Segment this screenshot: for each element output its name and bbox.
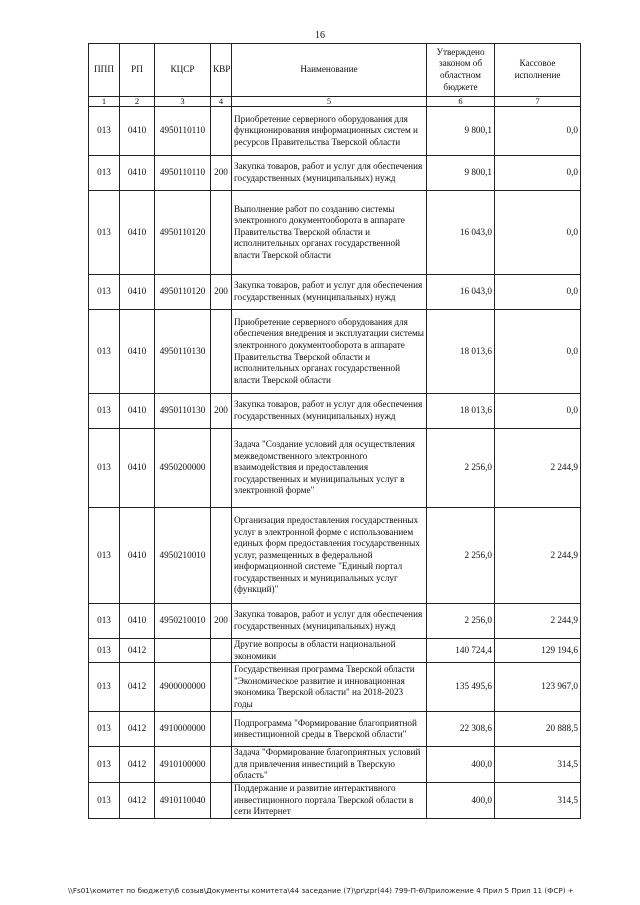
cell-kcsr: 4950110120 — [155, 191, 211, 275]
header-row — [89, 44, 581, 97]
cell-kvr — [211, 429, 232, 508]
cell-ppp: 013 — [89, 663, 120, 712]
table-body — [89, 107, 581, 819]
cell-executed: 20 888,5 — [495, 712, 581, 747]
cell-name: Подпрограмма "Формирование благоприятной инвестиционной среды в Тверской области" — [232, 712, 427, 747]
cell-ppp: 013 — [89, 107, 120, 156]
cell-name: Государственная программа Тверской области "Экономическое развитие и инновационная экономика Тверской области" на 2018-2023 годы — [232, 663, 427, 712]
cell-approved: 400,0 — [427, 782, 495, 818]
header-name: Наименование — [232, 44, 427, 97]
cell-kcsr: 4950110130 — [155, 394, 211, 429]
cell-name: Задача "Создание условий для осуществления межведомственного электронного взаимодействия и предоставления государственных и муниципальных услуг в электронной форме" — [232, 429, 427, 508]
cell-rp: 0410 — [120, 394, 155, 429]
table-row — [89, 310, 581, 394]
table-row — [89, 747, 581, 783]
column-number: 7 — [495, 97, 581, 107]
header-ppp: ППП — [89, 44, 120, 97]
cell-rp: 0412 — [120, 639, 155, 663]
cell-name: Закупка товаров, работ и услуг для обеспечения государственных (муниципальных) нужд — [232, 156, 427, 191]
header-rp: РП — [120, 44, 155, 97]
cell-kvr — [211, 782, 232, 818]
cell-name: Приобретение серверного оборудования для обеспечения внедрения и эксплуатации системы электронного документооборота в аппарате Правительства Тверской области и исполнительных органах государственной власти Тверской области — [232, 310, 427, 394]
cell-kvr: 200 — [211, 394, 232, 429]
cell-approved: 400,0 — [427, 747, 495, 783]
cell-ppp: 013 — [89, 604, 120, 639]
cell-executed: 2 244,9 — [495, 604, 581, 639]
cell-kvr: 200 — [211, 604, 232, 639]
cell-executed: 0,0 — [495, 191, 581, 275]
cell-name: Задача "Формирование благоприятных условий для привлечения инвестиций в Тверскую область" — [232, 747, 427, 783]
cell-name: Организация предоставления государственных услуг в электронной форме с использованием единых форм предоставления государственных услуг, размещенных в федеральной информационной системе "Единый портал государственных и муниципальных услуг (функций)" — [232, 508, 427, 604]
table-row — [89, 191, 581, 275]
cell-kvr — [211, 712, 232, 747]
cell-kvr — [211, 663, 232, 712]
header-executed: Кассовое исполнение — [495, 44, 581, 97]
header-kcsr: КЦСР — [155, 44, 211, 97]
budget-table — [88, 43, 581, 819]
cell-kvr — [211, 747, 232, 783]
table-row — [89, 639, 581, 663]
cell-kcsr: 4950210010 — [155, 604, 211, 639]
cell-approved: 16 043,0 — [427, 191, 495, 275]
table-row — [89, 394, 581, 429]
cell-name: Закупка товаров, работ и услуг для обеспечения государственных (муниципальных) нужд — [232, 394, 427, 429]
page-number: 16 — [315, 30, 325, 41]
cell-kcsr: 4900000000 — [155, 663, 211, 712]
cell-executed: 0,0 — [495, 310, 581, 394]
cell-approved: 16 043,0 — [427, 275, 495, 310]
column-number: 1 — [89, 97, 120, 107]
cell-kcsr — [155, 639, 211, 663]
cell-approved: 140 724,4 — [427, 639, 495, 663]
cell-rp: 0410 — [120, 604, 155, 639]
cell-approved: 2 256,0 — [427, 429, 495, 508]
cell-kvr: 200 — [211, 156, 232, 191]
cell-name: Приобретение серверного оборудования для функционирования информационных систем и ресурсов Правительства Тверской области — [232, 107, 427, 156]
cell-name: Другие вопросы в области национальной экономики — [232, 639, 427, 663]
column-number-row — [89, 97, 581, 107]
cell-approved: 18 013,6 — [427, 310, 495, 394]
cell-kcsr: 4910000000 — [155, 712, 211, 747]
cell-ppp: 013 — [89, 394, 120, 429]
cell-rp: 0410 — [120, 156, 155, 191]
file-path-footer: \\Fs01\комитет по бюджету\6 созыв\Документы комитета\44 заседание (7)\pr\zpr(44) 799-П-6\Приложение 4 Прил 5 Прил 11 (ФСР) + — [68, 886, 574, 895]
cell-kcsr: 4950200000 — [155, 429, 211, 508]
table-row — [89, 508, 581, 604]
cell-kcsr: 4910110040 — [155, 782, 211, 818]
cell-executed: 314,5 — [495, 782, 581, 818]
cell-executed: 129 194,6 — [495, 639, 581, 663]
column-number: 4 — [211, 97, 232, 107]
cell-ppp: 013 — [89, 747, 120, 783]
table-row — [89, 156, 581, 191]
table-row — [89, 275, 581, 310]
cell-kvr — [211, 310, 232, 394]
cell-kvr — [211, 191, 232, 275]
cell-ppp: 013 — [89, 508, 120, 604]
cell-rp: 0412 — [120, 747, 155, 783]
cell-name: Выполнение работ по созданию системы электронного документооборота в аппарате Правительства Тверской области и исполнительных органах государственной власти Тверской области — [232, 191, 427, 275]
cell-executed: 0,0 — [495, 156, 581, 191]
cell-ppp: 013 — [89, 156, 120, 191]
cell-executed: 0,0 — [495, 107, 581, 156]
cell-ppp: 013 — [89, 191, 120, 275]
cell-rp: 0412 — [120, 663, 155, 712]
column-number: 2 — [120, 97, 155, 107]
cell-kvr — [211, 508, 232, 604]
table-row — [89, 604, 581, 639]
cell-name: Закупка товаров, работ и услуг для обеспечения государственных (муниципальных) нужд — [232, 275, 427, 310]
cell-approved: 18 013,6 — [427, 394, 495, 429]
cell-approved: 9 800,1 — [427, 107, 495, 156]
cell-kcsr: 4950110110 — [155, 156, 211, 191]
cell-executed: 2 244,9 — [495, 508, 581, 604]
header-kvr: КВР — [211, 44, 232, 97]
cell-ppp: 013 — [89, 310, 120, 394]
cell-rp: 0412 — [120, 782, 155, 818]
cell-ppp: 013 — [89, 712, 120, 747]
cell-executed: 0,0 — [495, 394, 581, 429]
table-row — [89, 107, 581, 156]
cell-name: Поддержание и развитие интерактивного инвестиционного портала Тверской области в сети Интернет — [232, 782, 427, 818]
table-row — [89, 712, 581, 747]
cell-kvr — [211, 639, 232, 663]
cell-kcsr: 4950110120 — [155, 275, 211, 310]
cell-kvr: 200 — [211, 275, 232, 310]
cell-rp: 0410 — [120, 191, 155, 275]
cell-executed: 0,0 — [495, 275, 581, 310]
cell-executed: 123 967,0 — [495, 663, 581, 712]
cell-ppp: 013 — [89, 275, 120, 310]
cell-rp: 0410 — [120, 508, 155, 604]
cell-approved: 2 256,0 — [427, 508, 495, 604]
cell-kcsr: 4950110130 — [155, 310, 211, 394]
column-number: 5 — [232, 97, 427, 107]
column-number: 3 — [155, 97, 211, 107]
cell-kcsr: 4950110110 — [155, 107, 211, 156]
cell-approved: 22 308,6 — [427, 712, 495, 747]
cell-rp: 0412 — [120, 712, 155, 747]
column-number: 6 — [427, 97, 495, 107]
cell-approved: 9 800,1 — [427, 156, 495, 191]
cell-approved: 135 495,6 — [427, 663, 495, 712]
cell-kcsr: 4950210010 — [155, 508, 211, 604]
table-row — [89, 782, 581, 818]
cell-approved: 2 256,0 — [427, 604, 495, 639]
cell-ppp: 013 — [89, 429, 120, 508]
cell-rp: 0410 — [120, 107, 155, 156]
cell-rp: 0410 — [120, 310, 155, 394]
cell-kvr — [211, 107, 232, 156]
header-approved: Утверждено законом об областном бюджете — [427, 44, 495, 97]
cell-rp: 0410 — [120, 275, 155, 310]
table-row — [89, 429, 581, 508]
cell-rp: 0410 — [120, 429, 155, 508]
cell-kcsr: 4910100000 — [155, 747, 211, 783]
cell-ppp: 013 — [89, 782, 120, 818]
cell-executed: 314,5 — [495, 747, 581, 783]
cell-name: Закупка товаров, работ и услуг для обеспечения государственных (муниципальных) нужд — [232, 604, 427, 639]
cell-executed: 2 244,9 — [495, 429, 581, 508]
table-row — [89, 663, 581, 712]
cell-ppp: 013 — [89, 639, 120, 663]
